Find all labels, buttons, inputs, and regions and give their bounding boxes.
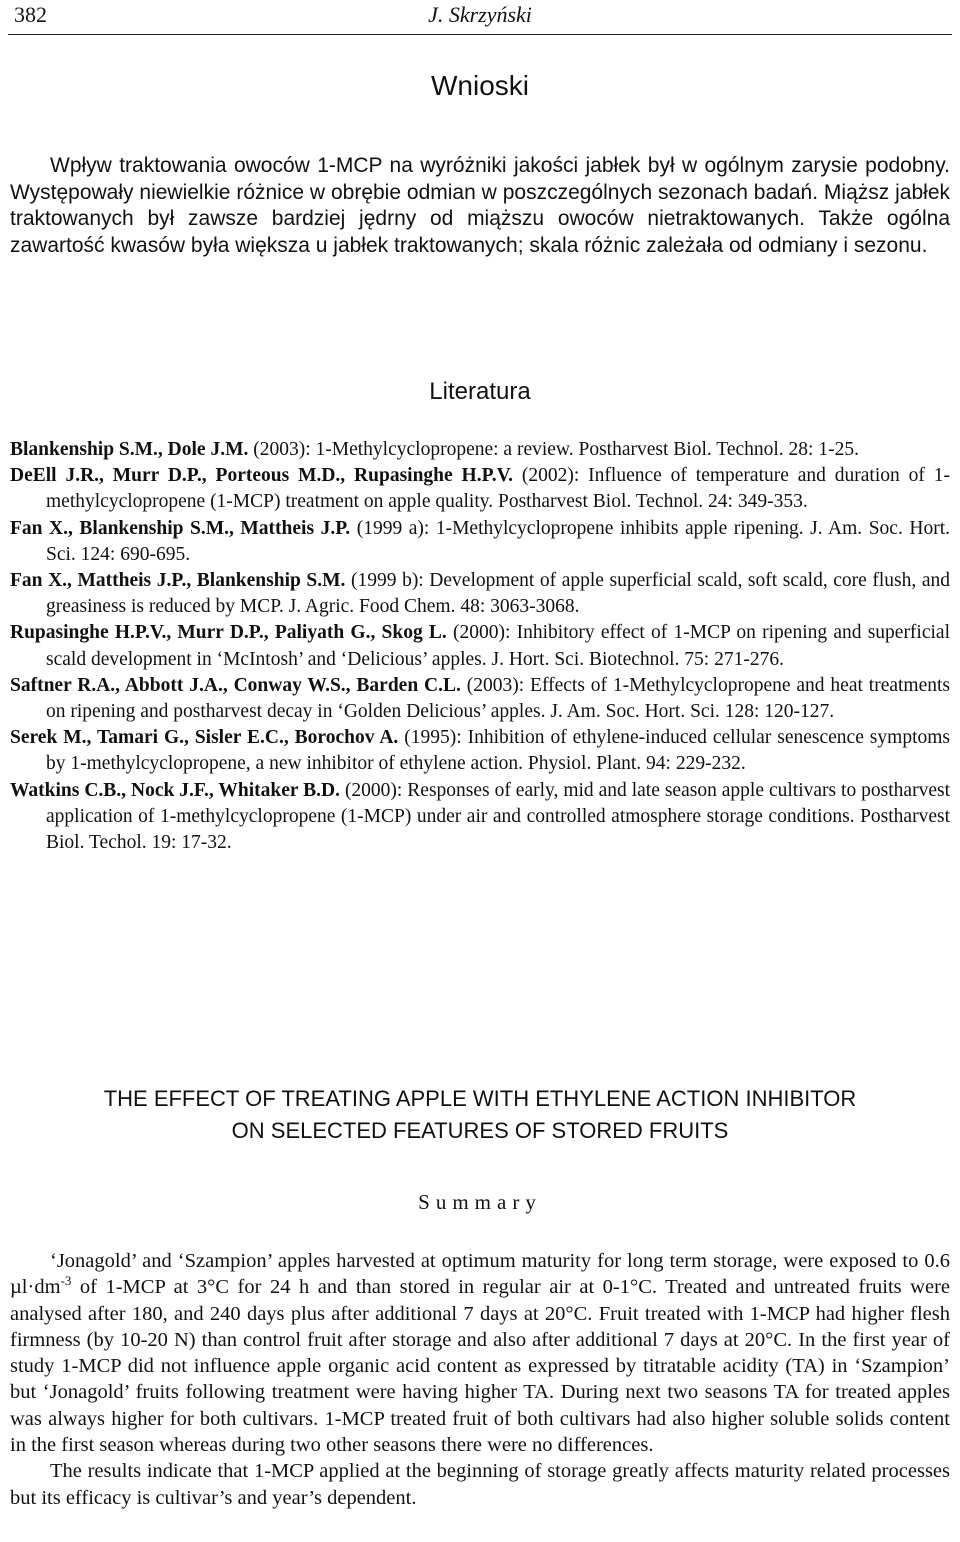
summary-heading: Summary: [418, 1190, 542, 1214]
reference-item: [10, 437, 950, 463]
reference-authors: Rupasinghe H.P.V., Murr D.P., Paliyath G., Skog L.: [10, 622, 447, 644]
english-title-line-1: THE EFFECT OF TREATING APPLE WITH ETHYLENE ACTION INHIBITOR: [103, 1086, 857, 1111]
reference-item: [10, 516, 950, 568]
reference-details: (2000): Responses of early, mid and late season apple cultivars to postharvest application of 1-methylcyclopropene (1-MCP) under air and controlled atmosphere storage conditions. Postharvest Biol. Techol. 19: 17-32.: [46, 779, 950, 854]
reference-authors: Fan X., Mattheis J.P., Blankenship S.M.: [10, 570, 346, 592]
reference-details: (1999 a): 1-Methylcyclopropene inhibits apple ripening. J. Am. Soc. Hort. Sci. 124: 690-695.: [46, 517, 950, 565]
summary-text-b: of 1-MCP at 3°C for 24 h and than stored in regular air at 0-1°C. Treated and untreated fruits were analysed after 180, and 240 days plus after additional 7 days at 20°C. Fruit treated with 1-MCP had higher flesh firmness (by 10-20 N) than control fruit after storage and also after additional 7 days at 20°C. In the first year of study 1-MCP did not influence apple organic acid content as expressed by titratable acidity (TA) in ‘Szampion’ but ‘Jonagold’ fruits following treatment were having higher TA. During next two seasons TA for treated apples was always higher for both cultivars. 1-MCP treated fruit of both cultivars had also higher soluble solids content in the first season whereas during two other seasons there were no differences.: [10, 1276, 950, 1457]
summary-text-a: ‘Jonagold’ and ‘Szampion’ apples harvested at optimum maturity for long term storage, were exposed to 0.6 µl·dm: [10, 1250, 950, 1299]
reference-authors: Blankenship S.M., Dole J.M.: [10, 439, 249, 460]
running-title: J. Skrzyński: [428, 2, 532, 27]
reference-item: [10, 463, 950, 515]
summary-paragraph-2: The results indicate that 1-MCP applied at the beginning of storage greatly affects maturity related processes but its efficacy is cultivar’s and year’s dependent.: [10, 1460, 950, 1509]
reference-details: (2003): Effects of 1-Methylcyclopropene and heat treatments on ripening and postharvest decay in ‘Golden Delicious’ apples. J. Am. Soc. Hort. Sci. 128: 120-127.: [46, 674, 950, 723]
running-header: [8, 0, 952, 35]
page-number: 382: [14, 2, 47, 27]
english-title-line-2: ON SELECTED FEATURES OF STORED FRUITS: [231, 1118, 729, 1143]
reference-details: (1999 b): Development of apple superficial scald, soft scald, core flush, and greasiness is reduced by MCP. J. Agric. Food Chem. 48: 3063-3068.: [46, 570, 950, 618]
reference-details: (2000): Inhibitory effect of 1-MCP on ripening and superficial scald development in ‘McIntosh’ and ‘Delicious’ apples. J. Hort. Sci. Biotechnol. 75: 271-276.: [46, 622, 950, 670]
reference-item: [10, 673, 950, 725]
reference-authors: Saftner R.A., Abbott J.A., Conway W.S., Barden C.L.: [10, 674, 461, 696]
reference-item: [10, 620, 950, 672]
reference-authors: Watkins C.B., Nock J.F., Whitaker B.D.: [10, 779, 340, 801]
reference-authors: DeEll J.R., Murr D.P., Porteous M.D., Rupasinghe H.P.V.: [10, 465, 514, 487]
references-heading: Literatura: [429, 378, 531, 405]
reference-item: [10, 725, 950, 777]
reference-item: [10, 568, 950, 620]
reference-item: [10, 778, 950, 857]
conclusions-heading: Wnioski: [430, 70, 529, 101]
english-title: [0, 1083, 960, 1147]
reference-details: (2002): Influence of temperature and duration of 1-methylcyclopropene (1-MCP) treatment on apple quality. Postharvest Biol. Technol. 24: 349-353.: [46, 465, 950, 513]
reference-list: [10, 437, 950, 856]
reference-authors: Fan X., Blankenship S.M., Mattheis J.P.: [10, 517, 351, 539]
conclusions-paragraph: Wpływ traktowania owoców 1-MCP na wyróżniki jakości jabłek był w ogólnym zarysie podobny. Występowały niewielkie różnice w obrębie odmian w poszczególnych sezonach badań. Miąższ jabłek traktowanych był zawsze bardziej jędrny od miąższu owoców nietraktowanych. Także ogólna zawartość kwasów była większa u jabłek traktowanych; skala różnic zależała od odmiany i sezonu.: [10, 154, 950, 257]
reference-authors: Serek M., Tamari G., Sisler E.C., Borochov A.: [10, 727, 399, 749]
summary-paragraph-1: [10, 1248, 950, 1458]
summary-body: [10, 1248, 950, 1511]
reference-details: (2003): 1-Methylcyclopropene: a review. Postharvest Biol. Technol. 28: 1-25.: [248, 439, 859, 460]
exponent: -3: [60, 1273, 72, 1289]
reference-details: (1995): Inhibition of ethylene-induced cellular senescence symptoms by 1-methylcyclopropene, a new inhibitor of ethylene action. Physiol. Plant. 94: 229-232.: [46, 727, 950, 775]
